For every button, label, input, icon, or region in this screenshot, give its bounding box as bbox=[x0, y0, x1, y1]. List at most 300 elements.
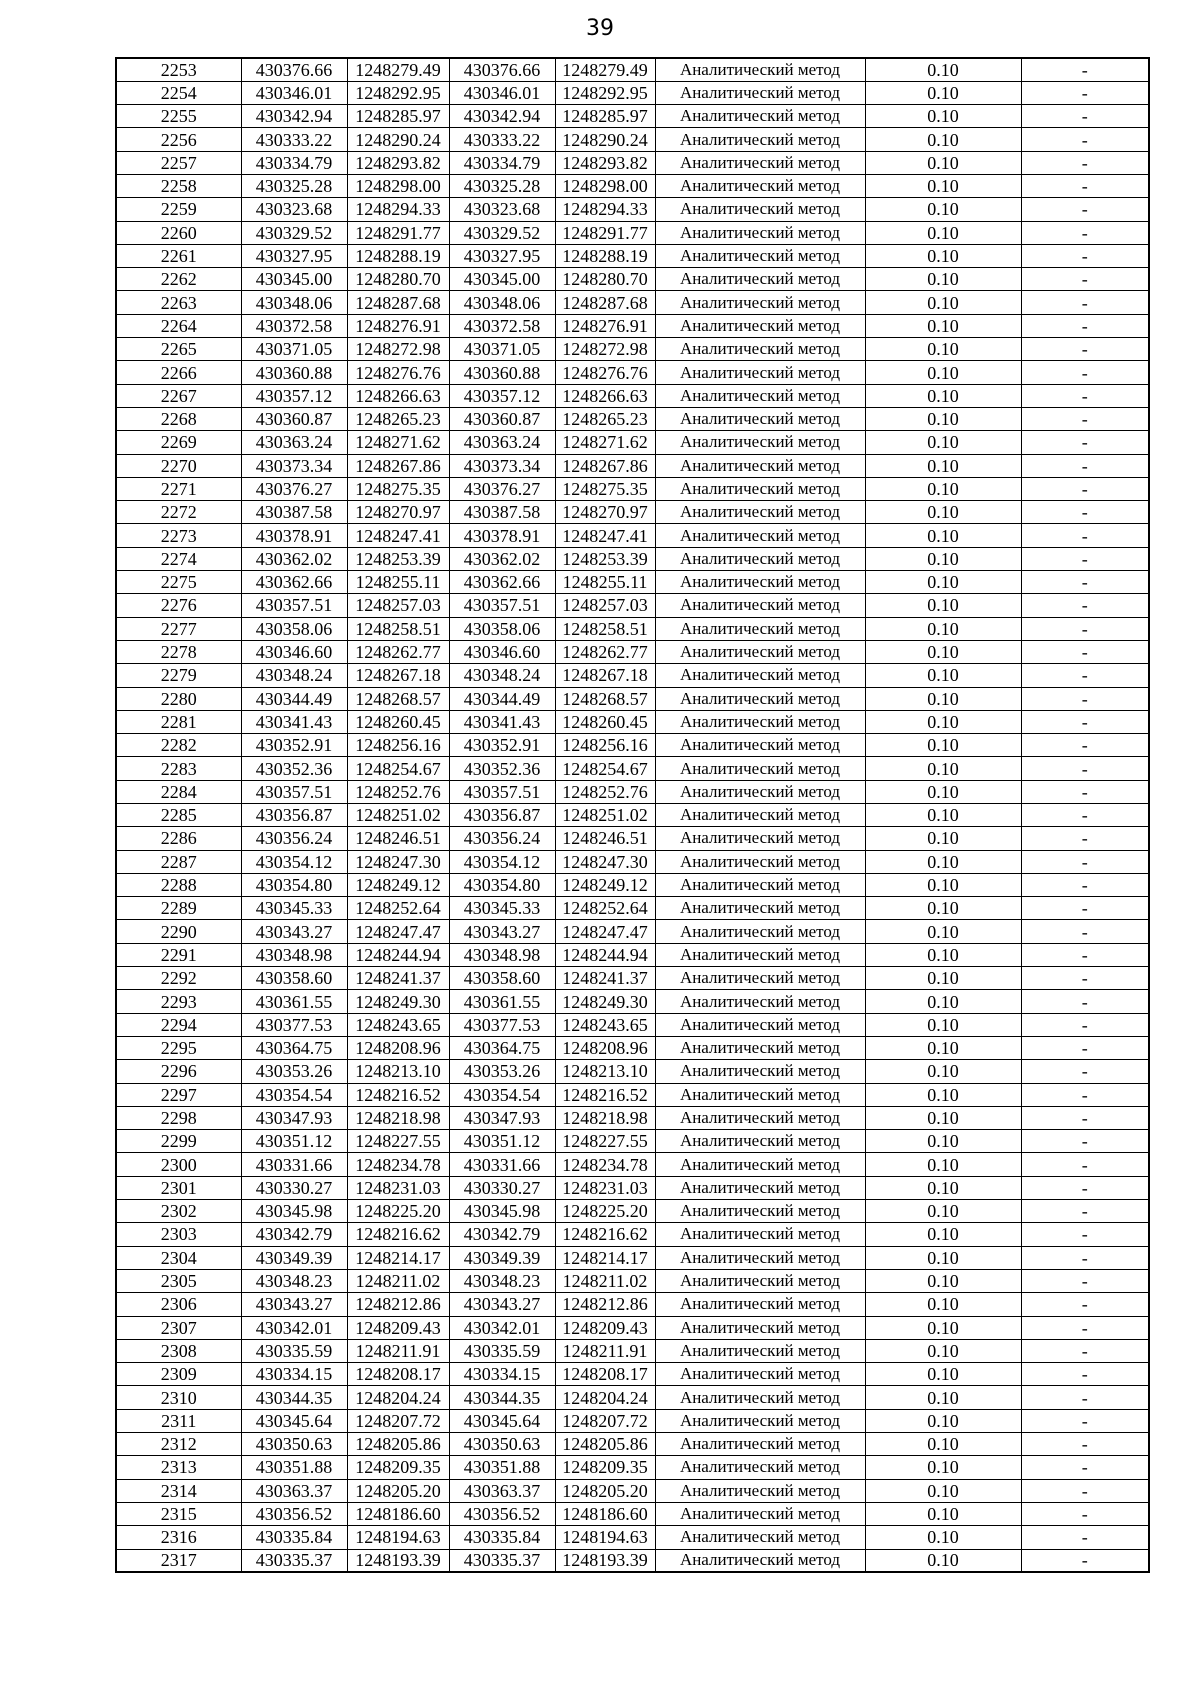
y-new-cell: 1248213.10 bbox=[555, 1060, 655, 1083]
method-cell: Аналитический метод bbox=[655, 291, 865, 314]
x-new-cell: 430342.79 bbox=[449, 1223, 555, 1246]
y-old-cell: 1248275.35 bbox=[347, 477, 449, 500]
x-new-cell: 430342.94 bbox=[449, 105, 555, 128]
table-row bbox=[116, 338, 1149, 361]
table-row bbox=[116, 1456, 1149, 1479]
x-old-cell: 430348.23 bbox=[241, 1269, 347, 1292]
accuracy-cell: 0.10 bbox=[865, 477, 1021, 500]
note-cell: - bbox=[1021, 407, 1149, 430]
accuracy-cell: 0.10 bbox=[865, 990, 1021, 1013]
x-old-cell: 430373.34 bbox=[241, 454, 347, 477]
accuracy-cell: 0.10 bbox=[865, 268, 1021, 291]
note-cell: - bbox=[1021, 501, 1149, 524]
table-row bbox=[116, 81, 1149, 104]
note-cell: - bbox=[1021, 1316, 1149, 1339]
y-old-cell: 1248293.82 bbox=[347, 151, 449, 174]
table-row bbox=[116, 640, 1149, 663]
method-cell: Аналитический метод bbox=[655, 943, 865, 966]
y-old-cell: 1248186.60 bbox=[347, 1502, 449, 1525]
method-cell: Аналитический метод bbox=[655, 1386, 865, 1409]
y-old-cell: 1248285.97 bbox=[347, 105, 449, 128]
y-new-cell: 1248268.57 bbox=[555, 687, 655, 710]
note-cell: - bbox=[1021, 1013, 1149, 1036]
note-cell: - bbox=[1021, 1479, 1149, 1502]
x-new-cell: 430350.63 bbox=[449, 1433, 555, 1456]
table-row bbox=[116, 198, 1149, 221]
x-old-cell: 430351.12 bbox=[241, 1130, 347, 1153]
note-cell: - bbox=[1021, 151, 1149, 174]
x-new-cell: 430333.22 bbox=[449, 128, 555, 151]
accuracy-cell: 0.10 bbox=[865, 1106, 1021, 1129]
method-cell: Аналитический метод bbox=[655, 1502, 865, 1525]
note-cell: - bbox=[1021, 105, 1149, 128]
method-cell: Аналитический метод bbox=[655, 384, 865, 407]
y-new-cell: 1248194.63 bbox=[555, 1526, 655, 1549]
method-cell: Аналитический метод bbox=[655, 920, 865, 943]
point-number-cell: 2300 bbox=[116, 1153, 241, 1176]
method-cell: Аналитический метод bbox=[655, 407, 865, 430]
y-new-cell: 1248265.23 bbox=[555, 407, 655, 430]
table-row bbox=[116, 1106, 1149, 1129]
y-old-cell: 1248298.00 bbox=[347, 174, 449, 197]
note-cell: - bbox=[1021, 943, 1149, 966]
point-number-cell: 2280 bbox=[116, 687, 241, 710]
method-cell: Аналитический метод bbox=[655, 1153, 865, 1176]
table-row bbox=[116, 1130, 1149, 1153]
point-number-cell: 2270 bbox=[116, 454, 241, 477]
table-row bbox=[116, 920, 1149, 943]
note-cell: - bbox=[1021, 640, 1149, 663]
accuracy-cell: 0.10 bbox=[865, 1549, 1021, 1572]
accuracy-cell: 0.10 bbox=[865, 734, 1021, 757]
y-new-cell: 1248204.24 bbox=[555, 1386, 655, 1409]
x-new-cell: 430360.87 bbox=[449, 407, 555, 430]
y-old-cell: 1248280.70 bbox=[347, 268, 449, 291]
y-new-cell: 1248271.62 bbox=[555, 431, 655, 454]
x-old-cell: 430364.75 bbox=[241, 1036, 347, 1059]
note-cell: - bbox=[1021, 477, 1149, 500]
accuracy-cell: 0.10 bbox=[865, 1036, 1021, 1059]
y-new-cell: 1248193.39 bbox=[555, 1549, 655, 1572]
table-row bbox=[116, 873, 1149, 896]
table-row bbox=[116, 314, 1149, 337]
note-cell: - bbox=[1021, 1223, 1149, 1246]
point-number-cell: 2272 bbox=[116, 501, 241, 524]
x-old-cell: 430362.02 bbox=[241, 547, 347, 570]
point-number-cell: 2268 bbox=[116, 407, 241, 430]
point-number-cell: 2299 bbox=[116, 1130, 241, 1153]
x-old-cell: 430346.01 bbox=[241, 81, 347, 104]
table-row bbox=[116, 827, 1149, 850]
x-new-cell: 430344.35 bbox=[449, 1386, 555, 1409]
x-new-cell: 430351.12 bbox=[449, 1130, 555, 1153]
accuracy-cell: 0.10 bbox=[865, 967, 1021, 990]
point-number-cell: 2306 bbox=[116, 1293, 241, 1316]
y-old-cell: 1248279.49 bbox=[347, 58, 449, 81]
y-new-cell: 1248258.51 bbox=[555, 617, 655, 640]
point-number-cell: 2277 bbox=[116, 617, 241, 640]
note-cell: - bbox=[1021, 1456, 1149, 1479]
point-number-cell: 2253 bbox=[116, 58, 241, 81]
point-number-cell: 2275 bbox=[116, 571, 241, 594]
accuracy-cell: 0.10 bbox=[865, 81, 1021, 104]
x-old-cell: 430354.80 bbox=[241, 873, 347, 896]
point-number-cell: 2271 bbox=[116, 477, 241, 500]
x-new-cell: 430325.28 bbox=[449, 174, 555, 197]
y-new-cell: 1248257.03 bbox=[555, 594, 655, 617]
note-cell: - bbox=[1021, 314, 1149, 337]
x-old-cell: 430330.27 bbox=[241, 1176, 347, 1199]
y-old-cell: 1248288.19 bbox=[347, 244, 449, 267]
point-number-cell: 2260 bbox=[116, 221, 241, 244]
method-cell: Аналитический метод bbox=[655, 804, 865, 827]
note-cell: - bbox=[1021, 244, 1149, 267]
table-row bbox=[116, 850, 1149, 873]
y-new-cell: 1248294.33 bbox=[555, 198, 655, 221]
note-cell: - bbox=[1021, 1060, 1149, 1083]
point-number-cell: 2284 bbox=[116, 780, 241, 803]
y-old-cell: 1248268.57 bbox=[347, 687, 449, 710]
method-cell: Аналитический метод bbox=[655, 1106, 865, 1129]
accuracy-cell: 0.10 bbox=[865, 710, 1021, 733]
method-cell: Аналитический метод bbox=[655, 1549, 865, 1572]
method-cell: Аналитический метод bbox=[655, 664, 865, 687]
accuracy-cell: 0.10 bbox=[865, 384, 1021, 407]
point-number-cell: 2317 bbox=[116, 1549, 241, 1572]
x-new-cell: 430334.15 bbox=[449, 1363, 555, 1386]
point-number-cell: 2311 bbox=[116, 1409, 241, 1432]
x-old-cell: 430345.98 bbox=[241, 1200, 347, 1223]
method-cell: Аналитический метод bbox=[655, 571, 865, 594]
accuracy-cell: 0.10 bbox=[865, 1293, 1021, 1316]
accuracy-cell: 0.10 bbox=[865, 1479, 1021, 1502]
table-row bbox=[116, 664, 1149, 687]
y-old-cell: 1248216.62 bbox=[347, 1223, 449, 1246]
accuracy-cell: 0.10 bbox=[865, 920, 1021, 943]
x-new-cell: 430330.27 bbox=[449, 1176, 555, 1199]
accuracy-cell: 0.10 bbox=[865, 1316, 1021, 1339]
point-number-cell: 2312 bbox=[116, 1433, 241, 1456]
y-old-cell: 1248249.30 bbox=[347, 990, 449, 1013]
method-cell: Аналитический метод bbox=[655, 967, 865, 990]
table-row bbox=[116, 1316, 1149, 1339]
x-old-cell: 430361.55 bbox=[241, 990, 347, 1013]
y-old-cell: 1248252.64 bbox=[347, 897, 449, 920]
y-old-cell: 1248262.77 bbox=[347, 640, 449, 663]
method-cell: Аналитический метод bbox=[655, 1339, 865, 1362]
method-cell: Аналитический метод bbox=[655, 1293, 865, 1316]
y-new-cell: 1248270.97 bbox=[555, 501, 655, 524]
point-number-cell: 2278 bbox=[116, 640, 241, 663]
x-old-cell: 430360.87 bbox=[241, 407, 347, 430]
y-new-cell: 1248290.24 bbox=[555, 128, 655, 151]
x-old-cell: 430353.26 bbox=[241, 1060, 347, 1083]
x-old-cell: 430331.66 bbox=[241, 1153, 347, 1176]
y-old-cell: 1248267.18 bbox=[347, 664, 449, 687]
x-new-cell: 430347.93 bbox=[449, 1106, 555, 1129]
accuracy-cell: 0.10 bbox=[865, 454, 1021, 477]
point-number-cell: 2283 bbox=[116, 757, 241, 780]
x-new-cell: 430376.27 bbox=[449, 477, 555, 500]
table-row bbox=[116, 734, 1149, 757]
accuracy-cell: 0.10 bbox=[865, 571, 1021, 594]
x-old-cell: 430387.58 bbox=[241, 501, 347, 524]
table-row bbox=[116, 967, 1149, 990]
note-cell: - bbox=[1021, 1083, 1149, 1106]
table-row bbox=[116, 757, 1149, 780]
note-cell: - bbox=[1021, 1246, 1149, 1269]
accuracy-cell: 0.10 bbox=[865, 1130, 1021, 1153]
x-old-cell: 430371.05 bbox=[241, 338, 347, 361]
note-cell: - bbox=[1021, 1386, 1149, 1409]
x-old-cell: 430378.91 bbox=[241, 524, 347, 547]
accuracy-cell: 0.10 bbox=[865, 1502, 1021, 1525]
y-new-cell: 1248225.20 bbox=[555, 1200, 655, 1223]
method-cell: Аналитический метод bbox=[655, 1269, 865, 1292]
point-number-cell: 2295 bbox=[116, 1036, 241, 1059]
note-cell: - bbox=[1021, 804, 1149, 827]
method-cell: Аналитический метод bbox=[655, 850, 865, 873]
note-cell: - bbox=[1021, 431, 1149, 454]
point-number-cell: 2309 bbox=[116, 1363, 241, 1386]
y-old-cell: 1248214.17 bbox=[347, 1246, 449, 1269]
x-old-cell: 430358.06 bbox=[241, 617, 347, 640]
method-cell: Аналитический метод bbox=[655, 431, 865, 454]
x-old-cell: 430354.54 bbox=[241, 1083, 347, 1106]
x-new-cell: 430354.54 bbox=[449, 1083, 555, 1106]
point-number-cell: 2273 bbox=[116, 524, 241, 547]
method-cell: Аналитический метод bbox=[655, 1246, 865, 1269]
x-new-cell: 430387.58 bbox=[449, 501, 555, 524]
x-old-cell: 430351.88 bbox=[241, 1456, 347, 1479]
table-row bbox=[116, 710, 1149, 733]
y-new-cell: 1248241.37 bbox=[555, 967, 655, 990]
y-new-cell: 1248211.91 bbox=[555, 1339, 655, 1362]
table-row bbox=[116, 1479, 1149, 1502]
note-cell: - bbox=[1021, 1339, 1149, 1362]
y-old-cell: 1248257.03 bbox=[347, 594, 449, 617]
accuracy-cell: 0.10 bbox=[865, 943, 1021, 966]
method-cell: Аналитический метод bbox=[655, 547, 865, 570]
point-number-cell: 2274 bbox=[116, 547, 241, 570]
y-new-cell: 1248252.64 bbox=[555, 897, 655, 920]
y-old-cell: 1248234.78 bbox=[347, 1153, 449, 1176]
table-row bbox=[116, 687, 1149, 710]
method-cell: Аналитический метод bbox=[655, 151, 865, 174]
method-cell: Аналитический метод bbox=[655, 1060, 865, 1083]
point-number-cell: 2292 bbox=[116, 967, 241, 990]
x-new-cell: 430357.12 bbox=[449, 384, 555, 407]
x-old-cell: 430341.43 bbox=[241, 710, 347, 733]
y-new-cell: 1248214.17 bbox=[555, 1246, 655, 1269]
y-old-cell: 1248216.52 bbox=[347, 1083, 449, 1106]
method-cell: Аналитический метод bbox=[655, 1526, 865, 1549]
x-new-cell: 430361.55 bbox=[449, 990, 555, 1013]
x-new-cell: 430345.98 bbox=[449, 1200, 555, 1223]
note-cell: - bbox=[1021, 1106, 1149, 1129]
point-number-cell: 2289 bbox=[116, 897, 241, 920]
table-row bbox=[116, 1433, 1149, 1456]
accuracy-cell: 0.10 bbox=[865, 1269, 1021, 1292]
point-number-cell: 2290 bbox=[116, 920, 241, 943]
y-old-cell: 1248208.17 bbox=[347, 1363, 449, 1386]
accuracy-cell: 0.10 bbox=[865, 407, 1021, 430]
accuracy-cell: 0.10 bbox=[865, 640, 1021, 663]
y-new-cell: 1248247.41 bbox=[555, 524, 655, 547]
x-new-cell: 430373.34 bbox=[449, 454, 555, 477]
table-row bbox=[116, 1036, 1149, 1059]
y-old-cell: 1248211.91 bbox=[347, 1339, 449, 1362]
accuracy-cell: 0.10 bbox=[865, 58, 1021, 81]
y-new-cell: 1248247.47 bbox=[555, 920, 655, 943]
note-cell: - bbox=[1021, 1549, 1149, 1572]
x-old-cell: 430357.51 bbox=[241, 780, 347, 803]
accuracy-cell: 0.10 bbox=[865, 687, 1021, 710]
y-new-cell: 1248292.95 bbox=[555, 81, 655, 104]
table-row bbox=[116, 244, 1149, 267]
y-new-cell: 1248267.18 bbox=[555, 664, 655, 687]
x-old-cell: 430335.37 bbox=[241, 1549, 347, 1572]
accuracy-cell: 0.10 bbox=[865, 897, 1021, 920]
method-cell: Аналитический метод bbox=[655, 128, 865, 151]
table-row bbox=[116, 501, 1149, 524]
point-number-cell: 2288 bbox=[116, 873, 241, 896]
x-old-cell: 430323.68 bbox=[241, 198, 347, 221]
y-new-cell: 1248287.68 bbox=[555, 291, 655, 314]
note-cell: - bbox=[1021, 734, 1149, 757]
table-row bbox=[116, 1013, 1149, 1036]
y-new-cell: 1248208.17 bbox=[555, 1363, 655, 1386]
y-new-cell: 1248208.96 bbox=[555, 1036, 655, 1059]
table-row bbox=[116, 524, 1149, 547]
y-new-cell: 1248280.70 bbox=[555, 268, 655, 291]
note-cell: - bbox=[1021, 524, 1149, 547]
x-new-cell: 430354.80 bbox=[449, 873, 555, 896]
y-new-cell: 1248207.72 bbox=[555, 1409, 655, 1432]
point-number-cell: 2305 bbox=[116, 1269, 241, 1292]
y-old-cell: 1248194.63 bbox=[347, 1526, 449, 1549]
note-cell: - bbox=[1021, 710, 1149, 733]
x-new-cell: 430353.26 bbox=[449, 1060, 555, 1083]
point-number-cell: 2285 bbox=[116, 804, 241, 827]
x-old-cell: 430347.93 bbox=[241, 1106, 347, 1129]
y-new-cell: 1248251.02 bbox=[555, 804, 655, 827]
accuracy-cell: 0.10 bbox=[865, 221, 1021, 244]
note-cell: - bbox=[1021, 547, 1149, 570]
method-cell: Аналитический метод bbox=[655, 897, 865, 920]
table-row bbox=[116, 407, 1149, 430]
method-cell: Аналитический метод bbox=[655, 1176, 865, 1199]
accuracy-cell: 0.10 bbox=[865, 1456, 1021, 1479]
method-cell: Аналитический метод bbox=[655, 990, 865, 1013]
table-row bbox=[116, 1176, 1149, 1199]
x-new-cell: 430378.91 bbox=[449, 524, 555, 547]
accuracy-cell: 0.10 bbox=[865, 198, 1021, 221]
note-cell: - bbox=[1021, 1130, 1149, 1153]
point-number-cell: 2287 bbox=[116, 850, 241, 873]
x-new-cell: 430349.39 bbox=[449, 1246, 555, 1269]
method-cell: Аналитический метод bbox=[655, 617, 865, 640]
x-old-cell: 430358.60 bbox=[241, 967, 347, 990]
y-old-cell: 1248249.12 bbox=[347, 873, 449, 896]
x-new-cell: 430358.60 bbox=[449, 967, 555, 990]
y-new-cell: 1248205.86 bbox=[555, 1433, 655, 1456]
y-old-cell: 1248205.20 bbox=[347, 1479, 449, 1502]
note-cell: - bbox=[1021, 174, 1149, 197]
table-row bbox=[116, 151, 1149, 174]
point-number-cell: 2316 bbox=[116, 1526, 241, 1549]
table-row bbox=[116, 431, 1149, 454]
method-cell: Аналитический метод bbox=[655, 734, 865, 757]
x-new-cell: 430329.52 bbox=[449, 221, 555, 244]
accuracy-cell: 0.10 bbox=[865, 617, 1021, 640]
point-number-cell: 2259 bbox=[116, 198, 241, 221]
y-new-cell: 1248293.82 bbox=[555, 151, 655, 174]
accuracy-cell: 0.10 bbox=[865, 1386, 1021, 1409]
x-old-cell: 430342.79 bbox=[241, 1223, 347, 1246]
table-row bbox=[116, 1339, 1149, 1362]
note-cell: - bbox=[1021, 81, 1149, 104]
note-cell: - bbox=[1021, 780, 1149, 803]
x-old-cell: 430356.24 bbox=[241, 827, 347, 850]
method-cell: Аналитический метод bbox=[655, 268, 865, 291]
note-cell: - bbox=[1021, 1036, 1149, 1059]
y-old-cell: 1248209.35 bbox=[347, 1456, 449, 1479]
y-old-cell: 1248246.51 bbox=[347, 827, 449, 850]
x-new-cell: 430345.33 bbox=[449, 897, 555, 920]
accuracy-cell: 0.10 bbox=[865, 1223, 1021, 1246]
table-row bbox=[116, 1386, 1149, 1409]
table-row bbox=[116, 1363, 1149, 1386]
x-new-cell: 430346.60 bbox=[449, 640, 555, 663]
x-old-cell: 430376.27 bbox=[241, 477, 347, 500]
x-old-cell: 430325.28 bbox=[241, 174, 347, 197]
y-old-cell: 1248291.77 bbox=[347, 221, 449, 244]
point-number-cell: 2267 bbox=[116, 384, 241, 407]
table-row bbox=[116, 1060, 1149, 1083]
table-row bbox=[116, 1269, 1149, 1292]
table-row bbox=[116, 943, 1149, 966]
point-number-cell: 2261 bbox=[116, 244, 241, 267]
table-row bbox=[116, 454, 1149, 477]
y-old-cell: 1248266.63 bbox=[347, 384, 449, 407]
x-new-cell: 430371.05 bbox=[449, 338, 555, 361]
y-old-cell: 1248251.02 bbox=[347, 804, 449, 827]
note-cell: - bbox=[1021, 827, 1149, 850]
x-new-cell: 430357.51 bbox=[449, 780, 555, 803]
note-cell: - bbox=[1021, 1269, 1149, 1292]
note-cell: - bbox=[1021, 757, 1149, 780]
note-cell: - bbox=[1021, 1433, 1149, 1456]
y-old-cell: 1248231.03 bbox=[347, 1176, 449, 1199]
y-new-cell: 1248231.03 bbox=[555, 1176, 655, 1199]
method-cell: Аналитический метод bbox=[655, 1363, 865, 1386]
accuracy-cell: 0.10 bbox=[865, 873, 1021, 896]
method-cell: Аналитический метод bbox=[655, 757, 865, 780]
x-new-cell: 430348.24 bbox=[449, 664, 555, 687]
method-cell: Аналитический метод bbox=[655, 524, 865, 547]
point-number-cell: 2276 bbox=[116, 594, 241, 617]
method-cell: Аналитический метод bbox=[655, 314, 865, 337]
x-new-cell: 430358.06 bbox=[449, 617, 555, 640]
method-cell: Аналитический метод bbox=[655, 361, 865, 384]
y-old-cell: 1248207.72 bbox=[347, 1409, 449, 1432]
x-old-cell: 430360.88 bbox=[241, 361, 347, 384]
y-old-cell: 1248258.51 bbox=[347, 617, 449, 640]
y-new-cell: 1248275.35 bbox=[555, 477, 655, 500]
note-cell: - bbox=[1021, 454, 1149, 477]
x-old-cell: 430356.87 bbox=[241, 804, 347, 827]
